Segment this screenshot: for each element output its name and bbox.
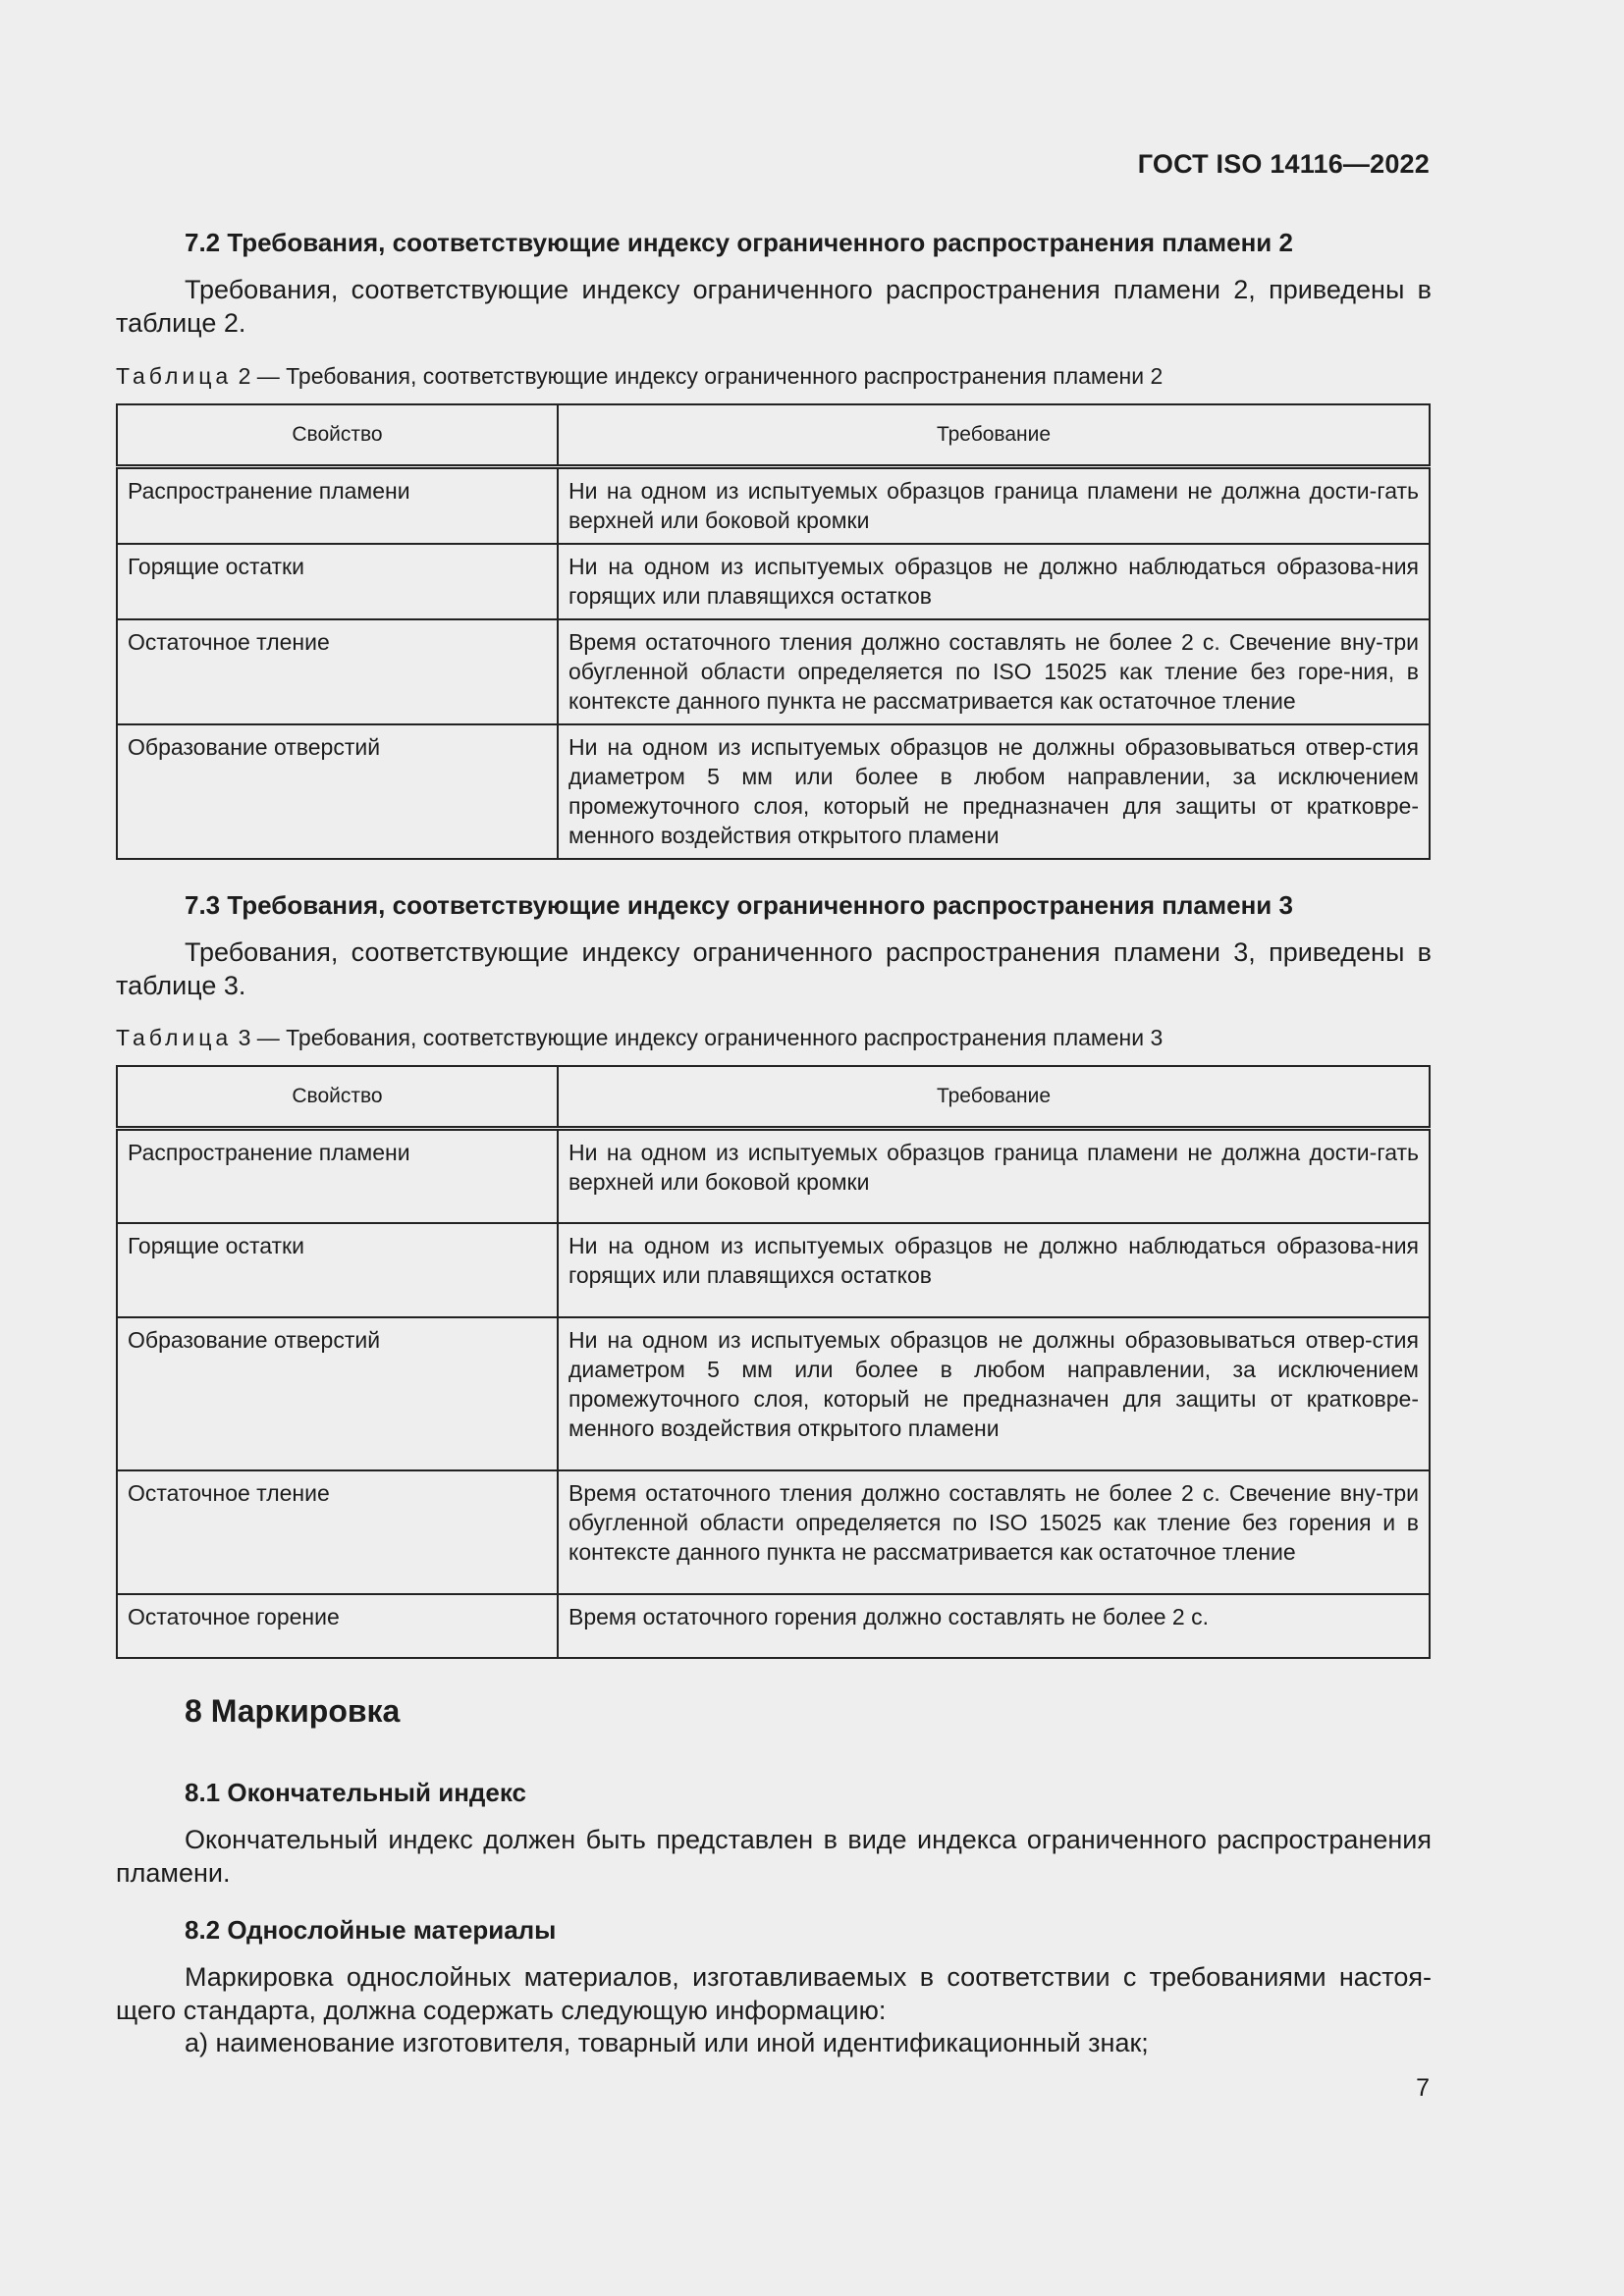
section-7-3-paragraph: Требования, соответствующие индексу ограниченного распространения пламени 3, приведены в таблице 3.	[116, 937, 1432, 1000]
requirement-cell: Ни на одном из испытуемых образцов граница пламени не должна дости-гать верхней или боковой кромки	[558, 467, 1430, 545]
caption-word: Таблица	[116, 363, 233, 389]
column-header-requirement: Требование	[558, 1066, 1430, 1129]
property-cell: Остаточное горение	[117, 1594, 558, 1658]
section-7-2-heading: 7.2 Требования, соответствующие индексу ограниченного распространения пламени 2	[185, 228, 1293, 257]
requirement-cell: Ни на одном из испытуемых образцов не должно наблюдаться образова-ния горящих или плавящихся остатков	[558, 1223, 1430, 1317]
page-number: 7	[1416, 2074, 1430, 2102]
caption-text: 3 — Требования, соответствующие индексу ограниченного распространения пламени 3	[238, 1025, 1164, 1050]
table-row	[117, 619, 1430, 724]
requirement-cell: Ни на одном из испытуемых образцов граница пламени не должна дости-гать верхней или боковой кромки	[558, 1129, 1430, 1223]
requirement-cell: Ни на одном из испытуемых образцов не должны образовываться отвер-стия диаметром 5 мм или более в любом направлении, за исключением промежуточного слоя, который не предназначен для защиты от кратковре-менного воздействия открытого пламени	[558, 724, 1430, 859]
document-designation: ГОСТ ISO 14116—2022	[1137, 149, 1430, 179]
property-cell: Распространение пламени	[117, 467, 558, 545]
section-7-3-heading: 7.3 Требования, соответствующие индексу ограниченного распространения пламени 3	[185, 890, 1293, 920]
table-3-caption	[116, 1025, 1163, 1051]
table-row	[117, 467, 1430, 545]
property-cell: Образование отверстий	[117, 1317, 558, 1470]
section-8-2-paragraph: Маркировка однослойных материалов, изготавливаемых в соответствии с требованиями настоя-щего стандарта, должна содержать следующую информацию:	[116, 1962, 1432, 2025]
list-item-a: а) наименование изготовителя, товарный или иной идентификационный знак;	[185, 2028, 1149, 2057]
table-row	[117, 1317, 1430, 1470]
table-3	[116, 1065, 1431, 1659]
requirement-cell: Время остаточного горения должно составлять не более 2 с.	[558, 1594, 1430, 1658]
requirement-cell: Ни на одном из испытуемых образцов не должно наблюдаться образова-ния горящих или плавящихся остатков	[558, 544, 1430, 619]
table-row	[117, 1223, 1430, 1317]
property-cell: Остаточное тление	[117, 619, 558, 724]
column-header-requirement: Требование	[558, 404, 1430, 467]
table-row	[117, 544, 1430, 619]
property-cell: Остаточное тление	[117, 1470, 558, 1594]
section-8-2-heading: 8.2 Однослойные материалы	[185, 1915, 557, 1945]
table-2-caption	[116, 363, 1163, 390]
caption-word: Таблица	[116, 1025, 233, 1050]
section-8-1-paragraph: Окончательный индекс должен быть представлен в виде индекса ограниченного распространения пламени.	[116, 1825, 1432, 1888]
requirement-cell: Ни на одном из испытуемых образцов не должны образовываться отвер-стия диаметром 5 мм или более в любом направлении, за исключением промежуточного слоя, который не предназначен для защиты от кратковре-менного воздействия открытого пламени	[558, 1317, 1430, 1470]
table-row	[117, 1594, 1430, 1658]
column-header-property: Свойство	[117, 404, 558, 467]
section-8-heading: 8 Маркировка	[185, 1693, 401, 1729]
table-row	[117, 724, 1430, 859]
property-cell: Распространение пламени	[117, 1129, 558, 1223]
requirement-cell: Время остаточного тления должно составлять не более 2 с. Свечение вну-три обугленной области определяется по ISO 15025 как тление без горе-ния, в контексте данного пункта не рассматривается как остаточное тление	[558, 619, 1430, 724]
table-2	[116, 403, 1431, 860]
column-header-property: Свойство	[117, 1066, 558, 1129]
requirement-cell: Время остаточного тления должно составлять не более 2 с. Свечение вну-три обугленной области определяется по ISO 15025 как тление без горения и в контексте данного пункта не рассматривается как остаточное тление	[558, 1470, 1430, 1594]
property-cell: Горящие остатки	[117, 544, 558, 619]
table-header-row	[117, 404, 1430, 467]
table-row	[117, 1129, 1430, 1223]
caption-text: 2 — Требования, соответствующие индексу ограниченного распространения пламени 2	[238, 363, 1164, 389]
section-8-1-heading: 8.1 Окончательный индекс	[185, 1778, 526, 1807]
table-header-row	[117, 1066, 1430, 1129]
table-row	[117, 1470, 1430, 1594]
property-cell: Образование отверстий	[117, 724, 558, 859]
section-7-2-paragraph: Требования, соответствующие индексу ограниченного распространения пламени 2, приведены в таблице 2.	[116, 275, 1432, 338]
property-cell: Горящие остатки	[117, 1223, 558, 1317]
